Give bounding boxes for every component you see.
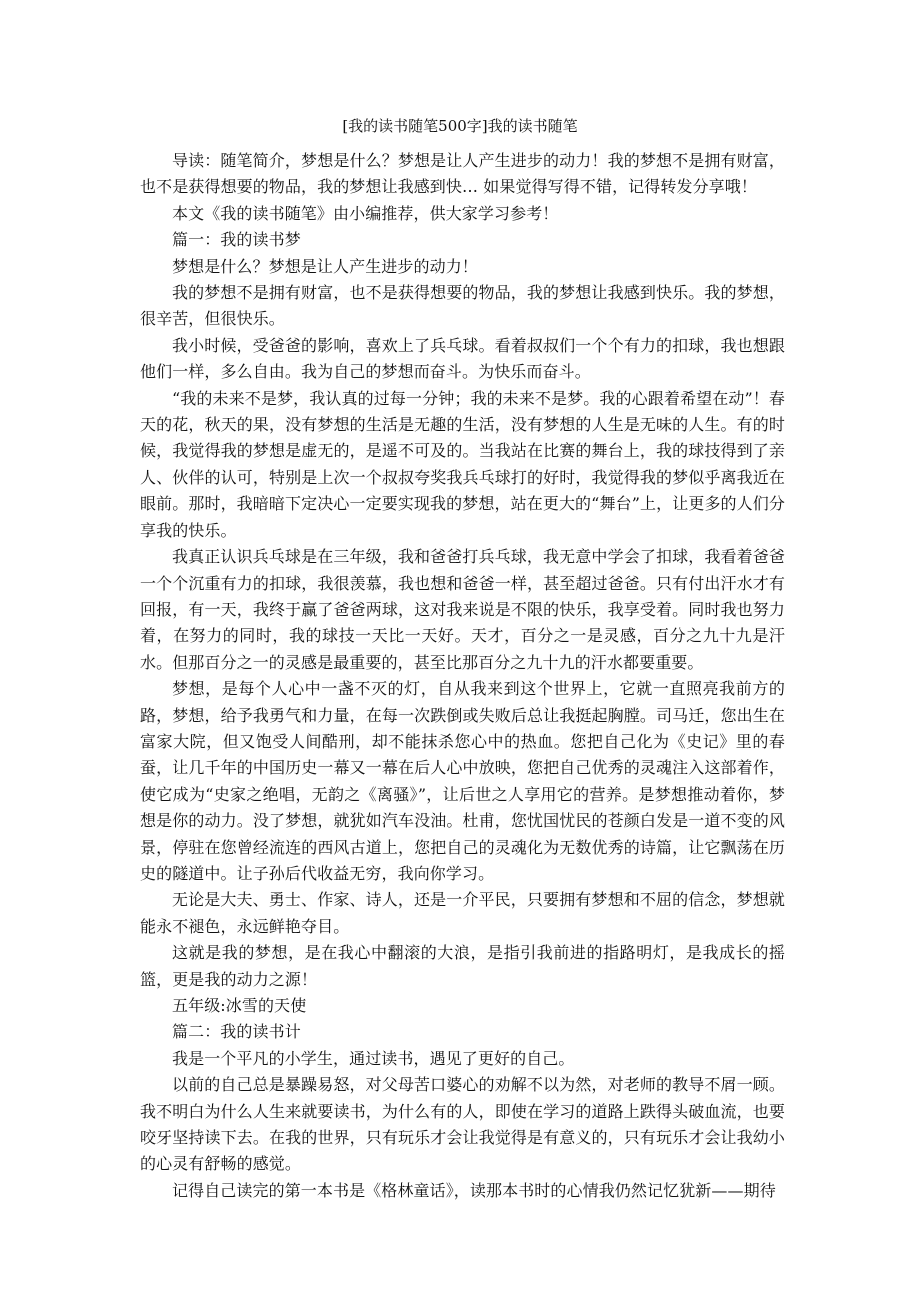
document-body — [140, 148, 785, 1204]
paragraph: 以前的自己总是暴躁易怒，对父母苦口婆心的劝解不以为然，对老师的教导不屑一顾。我不明白为什么人生来就要读书，为什么有的人，即使在学习的道路上跌得头破血流，也要咬牙坚持读下去。在我的世界，只有玩乐才会让我觉得是有意义的，只有玩乐才会让我幼小的心灵有舒畅的感觉。 — [140, 1075, 785, 1174]
paragraph: 无论是大夫、勇士、作家、诗人，还是一介平民，只要拥有梦想和不屈的信念，梦想就能永不褪色，永远鲜艳夺目。 — [140, 890, 785, 936]
paragraph: 我小时候，受爸爸的影响，喜欢上了兵乓球。看着叔叔们一个个有力的扣球，我也想跟他们一样，多么自由。我为自己的梦想而奋斗。为快乐而奋斗。 — [140, 335, 785, 382]
paragraph: 记得自己读完的第一本书是《格林童话》，读那本书时的心情我仍然记忆犹新——期待 — [172, 1180, 776, 1200]
paragraph: “我的未来不是梦，我认真的过每一分钟；我的未来不是梦。我的心跟着希望在动”！春天的花，秋天的果，没有梦想的生活是无趣的生活，没有梦想的人生是无味的人生。有的时候，我觉得我的梦想是虚无的，是遥不可及的。当我站在比赛的舞台上，我的球技得到了亲人、伙伴的认可，特别是上次一个叔叔夸奖我兵乓球打的好时，我觉得我的梦似乎离我近在眼前。那时，我暗暗下定决心一定要实现我的梦想，站在更大的“舞台”上，让更多的人们分享我的快乐。 — [140, 388, 785, 540]
paragraph-source-note: 本文《我的读书随笔》由小编推荐，供大家学习参考！ — [172, 203, 559, 223]
paragraph: 梦想，是每个人心中一盏不灭的灯，自从我来到这个世界上，它就一直照亮我前方的路，梦想，给予我勇气和力量，在每一次跌倒或失败后总让我挺起胸膛。司马迁，您出生在富家大院，但又饱受人间酷刑，却不能抹杀您心中的热血。您把自己化为《史记》里的春蚕，让几千年的中国历史一幕又一幕在后人心中放映，您把自己优秀的灵魂注入这部着作，使它成为“史家之绝唱，无韵之《离骚》”，让后世之人享用它的营养。是梦想推动着你，梦想是你的动力。没了梦想，就犹如汽车没油。杜甫，您忧国忧民的苍颜白发是一道不变的风景，停驻在您曾经流连的西风古道上，您把自己的灵魂化为无数优秀的诗篇，让它飘荡在历史的隧道中。让子孙后代收益无穷，我向你学习。 — [140, 679, 785, 883]
document-title: [我的读书随笔500字]我的读书随笔 — [342, 117, 578, 135]
section-heading-2: 篇二：我的读书计 — [172, 1022, 301, 1042]
paragraph: 这就是我的梦想，是在我心中翻滚的大浪，是指引我前进的指路明灯，是我成长的摇篮，更是我的动力之源！ — [140, 943, 785, 989]
author-line: 五年级:冰雪的天使 — [172, 996, 307, 1015]
paragraph: 我的梦想不是拥有财富，也不是获得想要的物品，我的梦想让我感到快乐。我的梦想，很辛苦，但很快乐。 — [140, 283, 785, 329]
paragraph: 我真正认识兵乓球是在三年级，我和爸爸打兵乓球，我无意中学会了扣球，我看着爸爸一个个沉重有力的扣球，我很羡慕，我也想和爸爸一样，甚至超过爸爸。只有付出汗水才有回报，有一天，我终于赢了爸爸两球，这对我来说是不限的快乐，我享受着。同时我也努力着，在努力的同时，我的球技一天比一天好。天才，百分之一是灵感，百分之九十九是汗水。但那百分之一的灵感是最重要的，甚至比那百分之九十九的汗水都要重要。 — [140, 547, 785, 672]
paragraph: 梦想是什么？梦想是让人产生进步的动力！ — [172, 256, 478, 276]
section-heading-1: 篇一：我的读书梦 — [172, 230, 301, 250]
paragraph-intro: 导读：随笔简介，梦想是什么？梦想是让人产生进步的动力！我的梦想不是拥有财富，也不是获得想要的物品，我的梦想让我感到快… 如果觉得写得不错，记得转发分享哦！ — [140, 151, 785, 197]
paragraph: 我是一个平凡的小学生，通过读书，遇见了更好的自己。 — [172, 1048, 575, 1068]
